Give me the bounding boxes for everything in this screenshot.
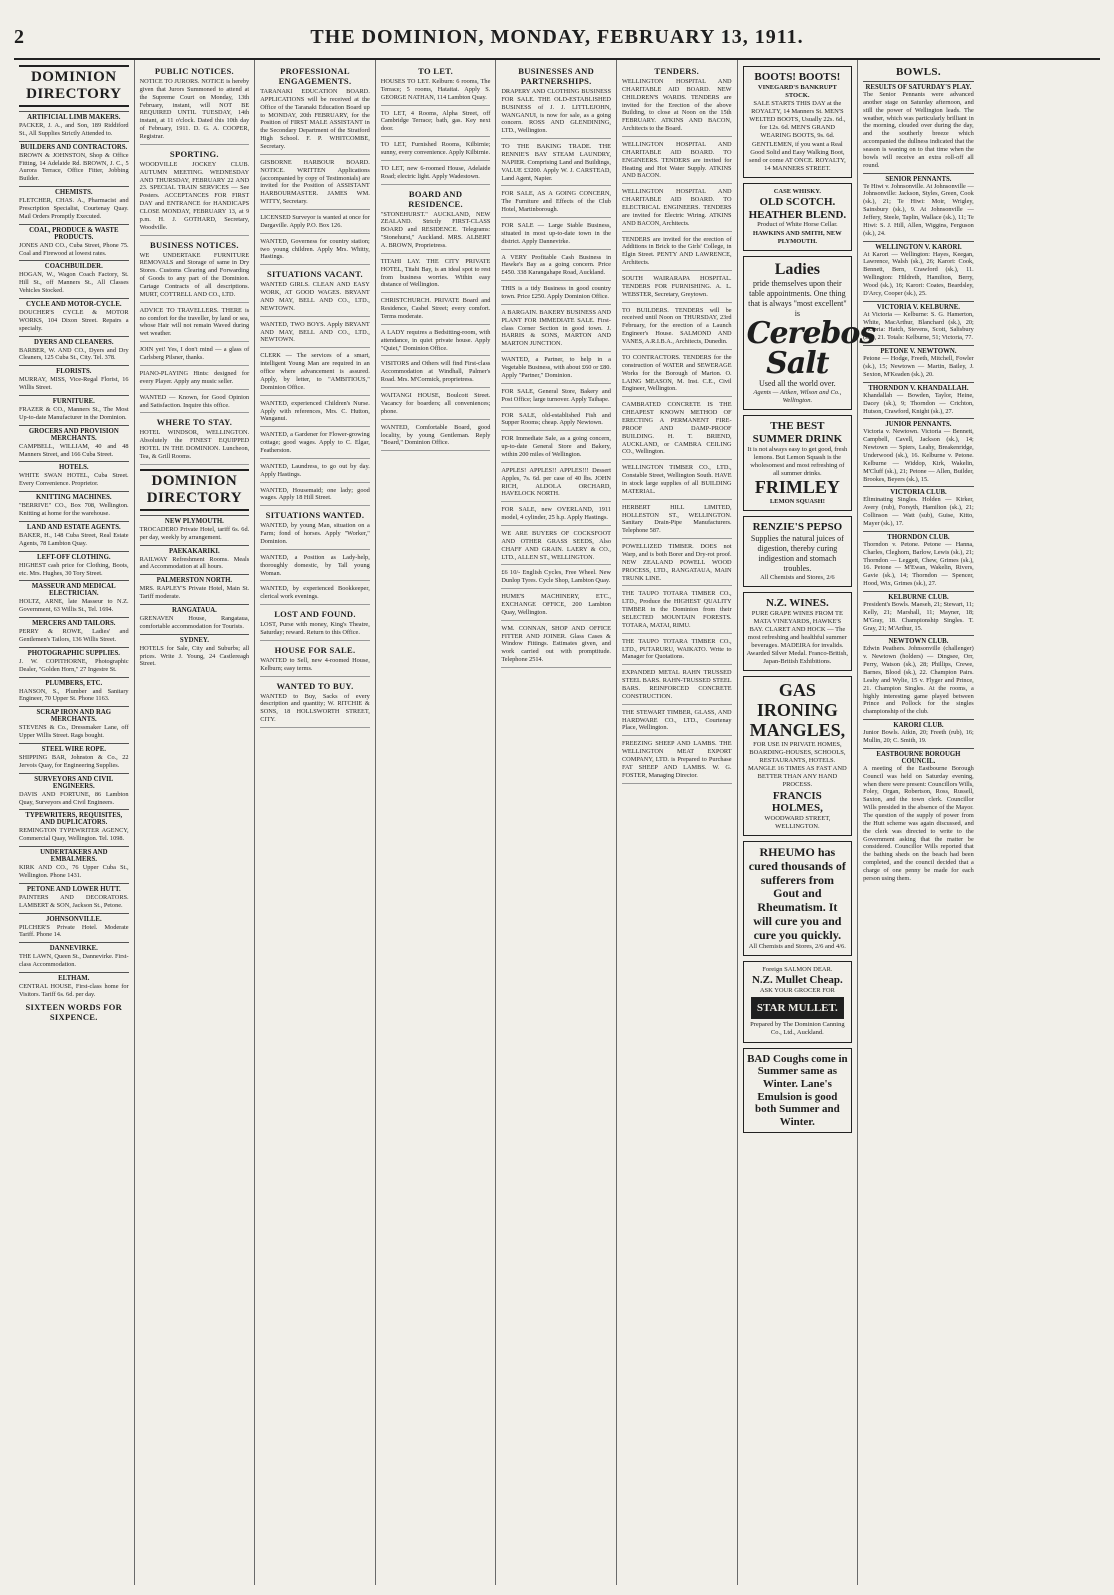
- section-heading: BOARD AND RESIDENCE.: [408, 188, 463, 209]
- directory-entry: HIGHEST cash price for Clothing, Boots, etc. Mrs. Hughes, 30 Tory Street.: [19, 561, 129, 577]
- accommodation-heading: NEW PLYMOUTH.: [140, 515, 250, 525]
- bowls-match-heading: THORNDON CLUB.: [863, 531, 974, 541]
- classified-ad: TO BUILDERS. TENDERS will be received until Noon on THURSDAY, 23rd February, for the erection of a Launch Engineer's House. SALMOND AND VANES, A.R.I.B.A., Architects, Dunedin.: [622, 307, 732, 350]
- classified-ad: SOUTH WAIRARAPA HOSPITAL. TENDERS FOR FURNISHING. A. L. WEBSTER, Secretary, Greytown.: [622, 275, 732, 303]
- bowls-match-result: At Victoria — Kelburne: S. G. Hamerton, White, MacArthur, Blanchard (sk.), 20; Victoria: Hatch, Stevens, Scott, Salisbury (sk.), 21. Totals: Kelburne, 51; Victoria, 77.: [863, 310, 974, 342]
- directory-entry: J. W. COPITHORNE, Photographic Dealer, "Golden Horn," 27 Ingestre St.: [19, 657, 129, 673]
- section-heading: TO LET.: [418, 66, 453, 76]
- classified-ad: WANTED to Sell, new 4-roomed House, Kelburn; easy terms.: [260, 657, 370, 677]
- accommodation-entry: HOTELS for Sale, City and Suburbs; all prices. Write J. Young, 24 Castlereagh Street.: [139, 644, 250, 668]
- directory-entry: HANSON, S., Plumber and Sanitary Engineer, 70 Upper St. Phone 1163.: [19, 687, 129, 703]
- column-engagements: [255, 60, 376, 1585]
- bowls-match-result: Junior Bowls. Atkin, 20; Freeth (rub), 16; Mullin, 20; C. Smith, 19.: [863, 729, 974, 744]
- classified-ad: LICENSED Surveyor is wanted at once for Dargaville. Apply P.O. Box 126.: [260, 214, 370, 234]
- bowls-match-heading: SENIOR PENNANTS.: [863, 173, 974, 183]
- pepso-foot: All Chemists and Stores, 2/6: [760, 573, 835, 581]
- classified-ad: TO CONTRACTORS. TENDERS for the construction of WATER and SEWERAGE Works for the Borough of Marton. O. LAING MEASON, M. Inst. C.E., Civil Engineer, Wellington.: [622, 354, 732, 397]
- bowls-match-result: Victoria v. Newtown. Victoria — Bennett, Campbell, Cavell, Jackson (sk.), 14; Newtown — Spiers, Leahy, Breakenridge, Underwood (sk.), 16. Kelburne v. Petone. Kelburne — Widdop, Kirk, Wakelin, M'Cluff (sk.), 21; Petone — Allen, Builder, Brookes, Beyers (sk.), 15.: [863, 428, 974, 483]
- bowls-match-heading: PETONE V. NEWTOWN.: [863, 345, 974, 355]
- directory-heading: COACHBUILDER.: [19, 260, 129, 270]
- directory-heading: LAND AND ESTATE AGENTS.: [19, 521, 129, 531]
- classified-ad: WANTED, Laundress, to go out by day. Apply Hastings.: [260, 463, 370, 483]
- directory-heading: PHOTOGRAPHIC SUPPLIES.: [19, 647, 129, 657]
- newspaper-title: THE DOMINION, MONDAY, FEBRUARY 13, 1911.: [310, 26, 804, 48]
- pepso-brand: RENZIE'S PEPSO: [752, 521, 843, 534]
- bowls-title: BOWLS.: [896, 66, 941, 78]
- classified-ad: GISBORNE HARBOUR BOARD. NOTICE. WRITTEN Applications (accompanied by copy of Testimonials) are invited for the Position of ASSISTANT HARBOURMASTER. JAMES WM. WITTY, Secretary.: [260, 159, 370, 210]
- classified-ad: A LADY requires a Bedsitting-room, with attendance, in quiet private house. Apply "Quiet," Dominion Office.: [381, 329, 491, 357]
- bowls-match-result: Eliminating Singles. Holden — Kirker, Avery (rub), Forsyth, Hamilton (sk.), 21; Collinson — Watt (sub), Guise, Kitto, Mayer (sk.), 17.: [863, 496, 974, 527]
- directory-heading: DANNEVIRKE.: [19, 942, 129, 952]
- column-display-ads: [738, 60, 876, 1585]
- classified-ad: WANTED, TWO BOYS. Apply BRYANT AND MAY, BELL AND CO., LTD., NEWTOWN.: [260, 321, 370, 349]
- classified-ad: WELLINGTON HOSPITAL AND CHARITABLE AID BOARD. NEW CHILDREN'S WARDS. TENDERS are invited for the Erection of the above Building, to close at Noon on the 15th FEBRUARY. ATKINS AND BACON, Architects to the Board.: [622, 78, 732, 137]
- directory-entry: KIRK AND CO., 76 Upper Cuba St., Wellington. Phone 1431.: [19, 864, 129, 879]
- classified-ad: WANTED, Housemaid; one lady; good wages. Apply 18 Hill Street.: [260, 487, 370, 507]
- pepso-body: Supplies the natural juices of digestion, thereby curing indigestion and stomach troubles.: [750, 533, 844, 573]
- wines-brand: N.Z. WINES.: [765, 596, 829, 609]
- cerebos-brand: Cerebos Salt: [746, 316, 876, 382]
- gas-body: FOR USE IN PRIVATE HOMES, BOARDING-HOUSES, SCHOOLS, RESTAURANTS, HOTELS. MANGLE 16 TIMES AS FAST AND BETTER THAN ANY HAND PROCESS.: [747, 740, 847, 789]
- classified-ad: THE STEWART TIMBER, GLASS, AND HARDWARE CO., LTD., Courtenay Place, Wellington.: [622, 709, 732, 737]
- classified-ad: THE TAUPO TOTARA TIMBER CO., LTD., PUTARURU, WAIKATO. Write to Manager for Quotations.: [622, 638, 732, 666]
- classified-ad: JOIN yet! Yes, I don't mind — a glass of Carlsberg Pilsner, thanks.: [140, 346, 250, 366]
- section-heading: PUBLIC NOTICES.: [154, 66, 234, 76]
- column-to-let: [376, 60, 497, 1585]
- mullet-foot: Prepared by The Dominion Canning Co., Ltd., Auckland.: [750, 1021, 845, 1037]
- directory-heading: BUILDERS AND CONTRACTORS.: [19, 141, 129, 151]
- classified-ad: WANTED, a Position as Lady-help, thoroughly domestic, by Tall young Woman.: [260, 554, 370, 582]
- classified-ad: WELLINGTON HOSPITAL AND CHARITABLE AID BOARD. TO ENGINEERS. TENDERS are invited for Heating and Hot Water Supply. ATKINS AND BACON.: [622, 141, 732, 184]
- classified-ad: WANTED, Governess for country station; two young children. Apply Mrs. Whitty, Hastings.: [260, 238, 370, 266]
- bowls-match-heading: KELBURNE CLUB.: [863, 591, 974, 601]
- accommodation-heading: SYDNEY.: [140, 634, 250, 644]
- bowls-match-result: Thorndon v. Petone. Petone — Hanna, Charles, Cleghorn, Barlow, Lewis (sk.), 21; Thorndon — Leggett, Chew, Grimes (sk.), 16. Petone — M'Ewan, Wakelin, Rivers, Gavie (sk.), 14; Thorndon — Spencer, Hood, Wix, Grimes (sk.), 27.: [863, 540, 974, 588]
- directory-entry: DOUCHER'S CYCLE & MOTOR WORKS, 104 Dixon Street. Repairs a specialty.: [19, 309, 129, 332]
- rheumo-ad: [743, 841, 853, 956]
- directory-heading: STEEL WIRE ROPE.: [19, 743, 129, 753]
- directory-entry: CAMPBELL, WILLIAM, 40 and 48 Manners Street, and 166 Cuba Street.: [19, 442, 129, 458]
- accommodation-entry: MRS. RAPLEY'S Private Hotel, Main St. Tariff moderate.: [139, 585, 250, 601]
- business-sections: [501, 66, 611, 668]
- classified-ad: FOR Immediate Sale, as a going concern, up-to-date General Store and Bakery, within 200 miles of Wellington.: [501, 435, 611, 463]
- directory-heading: FLORISTS.: [19, 365, 129, 375]
- directory-entry: THE LAWN, Queen St., Dannevirke. First-class Accommodation.: [19, 953, 129, 969]
- tenders-sections: [622, 66, 732, 784]
- accommodation-heading: RANGATAUA.: [140, 604, 250, 614]
- boots-subtitle: VINEGARD'S BANKRUPT STOCK.: [757, 83, 837, 99]
- directory-entry: BARBER, W. AND CO., Dyers and Dry Cleaners, 125 Cuba St., City. Tel. 378.: [19, 346, 129, 362]
- directory-heading: DYERS AND CLEANERS.: [19, 336, 129, 346]
- column-directory: [14, 60, 135, 1585]
- boots-ad: [743, 66, 853, 178]
- classified-ad: A BARGAIN. BAKERY BUSINESS AND PLANT FOR IMMEDIATE SALE. First-class Corner Section in good town. J. HARRIS & SONS, MARTON AND MARTON JUNCTION.: [501, 309, 611, 352]
- classified-ad: CHRISTCHURCH. PRIVATE Board and Residence, Cashel Street; every comfort. Terms moderate.: [381, 297, 491, 325]
- section-heading: LOST AND FOUND.: [274, 609, 356, 620]
- bowls-match-heading: VICTORIA CLUB.: [863, 486, 974, 496]
- pepso-ad: [743, 516, 853, 587]
- classified-ad: THE TAUPO TOTARA TIMBER CO., LTD., Produce the HIGHEST QUALITY TIMBER in the Dominion from their SELECTED MOUNTAIN FORESTS. TOTARA, MATAI, RIMU.: [622, 590, 732, 633]
- classified-ad: WELLINGTON TIMBER CO., LTD., Constable Street, Wellington South. HAVE in stock large supplies of all BUILDING MATERIAL.: [622, 464, 732, 499]
- directory-heading: PLUMBERS, ETC.: [19, 677, 129, 687]
- section-heading: SITUATIONS WANTED.: [265, 510, 365, 521]
- cerebos-text: pride themselves upon their table appointments. One thing that is always "most excellent" is: [748, 279, 847, 319]
- classified-ad: HOTEL WINDSOR, WELLINGTON. Absolutely the FINEST EQUIPPED HOTEL IN THE DOMINION. Luncheon, Tea, & Grill Rooms.: [140, 429, 250, 464]
- section-heading: TENDERS.: [654, 66, 700, 76]
- classified-ad: WANTED, experienced Children's Nurse. Apply with references, Mrs. C. Hutton, Wanganui.: [260, 400, 370, 428]
- classified-ad: HUME'S MACHINERY, ETC., EXCHANGE OFFICE, 200 Lambton Quay, Wellington.: [501, 593, 611, 621]
- directory-heading: JOHNSONVILLE.: [19, 913, 129, 923]
- accommodation-sections: [140, 515, 250, 668]
- directory-heading: CYCLE AND MOTOR-CYCLE.: [19, 298, 129, 308]
- mullet-star: STAR MULLET.: [751, 997, 845, 1020]
- section-heading: SPORTING.: [169, 148, 219, 159]
- directory-heading: ELTHAM.: [19, 972, 129, 982]
- directory-entry: DAVIS AND FORTUNE, 86 Lambton Quay, Surveyors and Civil Engineers.: [19, 790, 129, 806]
- directory-heading: MASSEUR AND MEDICAL ELECTRICIAN.: [19, 580, 129, 597]
- classified-ad: WE ARE BUYERS OF COCKSFOOT AND OTHER GRASS SEEDS, Also CHAFF AND GRAIN. LAERY & CO., LTD., ALLEN ST., WELLINGTON.: [501, 530, 611, 565]
- directory-heading: GROCERS AND PROVISION MERCHANTS.: [19, 425, 129, 442]
- classified-ad: POWELLIZED TIMBER. DOES not Warp, and is both Borer and Dry-rot proof. NEW ZEALAND POWELL WOOD PROCESS, LTD., RANGATAUA, MAIN TRUNK LINE.: [622, 543, 732, 586]
- mullet-pre: Foreign SALMON DEAR.: [762, 965, 833, 973]
- directory-entry: PILCHER'S Private Hotel. Moderate Tariff. Phone 14.: [19, 923, 129, 939]
- classified-ad: WANTED, by experienced Bookkeeper, clerical work evenings.: [260, 585, 370, 605]
- column-bowls: [858, 60, 979, 1585]
- directory-heading: TYPEWRITERS, REQUISITES, AND DUPLICATORS.: [19, 809, 129, 826]
- bowls-match-heading: VICTORIA V. KELBURNE.: [863, 301, 974, 311]
- gas-mangles-ad: [743, 676, 853, 836]
- bowls-match-heading: KARORI CLUB.: [863, 719, 974, 729]
- directory-entry: HOGAN, W., Wagon Coach Factory, St. Hill St., off Manners St., All Classes Vehicles Stocked.: [19, 271, 129, 295]
- column-tenders: [617, 60, 738, 1585]
- mullet-brand: N.Z. Mullet Cheap.: [751, 973, 843, 986]
- rheumo-foot: All Chemists and Stores, 2/6 and 4/6.: [748, 942, 846, 950]
- section-heading: BUSINESS NOTICES.: [150, 239, 239, 250]
- directory-entry: PAINTERS AND DECORATORS. LAMBERT & SON, Jackson St., Petone.: [19, 893, 129, 909]
- wines-ad: [743, 592, 853, 672]
- gas-address: WOODWARD STREET, WELLINGTON.: [764, 814, 831, 830]
- directory-entry: JONES AND CO., Cuba Street, Phone 75. Coal and Firewood at lowest rates.: [19, 241, 129, 257]
- classified-ad: FOR SALE, new OVERLAND, 1911 model, 4 cylinder, 25 h.p. Apply Hastings.: [501, 506, 611, 526]
- classified-ad: WOODVILLE JOCKEY CLUB. AUTUMN MEETING. WEDNESDAY AND THURSDAY, FEBRUARY 22 AND 23. SPECIAL TRAIN SERVICES — See Posters. ACCEPTANCES FOR FIRST DAY and ENTRANCE for HANDICAPS CLOSE MONDAY, FEBRUARY 13, at 9 p.m. H. J. GOTHARD, Secretary, Woodville.: [140, 161, 250, 236]
- directory-sections: [19, 111, 129, 999]
- classified-ad: WANTED, Comfortable Board, good locality, by young Gentleman. Reply "Board," Dominion Office.: [381, 424, 491, 452]
- directory-heading: MERCERS AND TAILORS.: [19, 617, 129, 627]
- section-heading: PROFESSIONAL ENGAGEMENTS.: [278, 66, 352, 86]
- directory-entry: PERRY & ROWE, Ladies' and Gentlemen's Tailors, 136 Willis Street.: [19, 628, 129, 643]
- whisky-note: Product of White Horse Cellar.: [757, 221, 838, 229]
- directory-entry: STEVENS & Co., Dressmaker Lane, off Upper Willis Street. Rags bought.: [19, 724, 129, 740]
- classified-ad: FOR SALE, old-established Fish and Supper Rooms; cheap. Apply Newtown.: [501, 412, 611, 432]
- notices-sections: [140, 66, 250, 465]
- classified-ad: HERBERT HILL LIMITED, HOLLESTON ST., WELLINGTON. Sanitary Drain-Pipe Manufacturers. Telephone 587.: [622, 504, 732, 539]
- cerebos-agents: Agents — Aitken, Wilson and Co., Wellington.: [753, 389, 842, 405]
- accommodation-heading: PAEKAKARIKI.: [140, 545, 250, 555]
- classified-ad: LOST, Purse with money, King's Theatre, Saturday; reward. Return to this Office.: [260, 621, 370, 641]
- directory-heading: LEFT-OFF CLOTHING.: [19, 551, 129, 561]
- directory-heading: SURVEYORS AND CIVIL ENGINEERS.: [19, 773, 129, 790]
- directory-entry: FLETCHER, CHAS. A., Pharmacist and Prescription Specialist, Courtenay Quay. Mail Orders Promptly Executed.: [19, 197, 129, 220]
- classified-ad: TO THE BAKING TRADE. THE RENNIE'S BAY STEAM LAUNDRY, NAPIER. Comprising Land and Buildings, VALUE £3200. Apply W. J. CARSTEAD, Land Agent, Napier.: [501, 143, 611, 186]
- cerebos-ad: [743, 256, 876, 411]
- whisky-ad: [743, 183, 853, 251]
- classified-ad: "STONEHURST." AUCKLAND, NEW ZEALAND. Strictly FIRST-CLASS BOARD and RESIDENCE. Telegrams: "Stonehurst," Auckland. MRS. ALBERT A. BROWN, Proprietress.: [381, 211, 491, 254]
- directory-entry: "BERRIVE" CO., Box 708, Wellington. Knitting at home for the warehouse.: [19, 502, 129, 518]
- bowls-match-result: Te Hiwi v. Johnsonville. At Johnsonville — Johnsonville: Jackson, Styles, Green, Cook (sk.), 21; Te Hiwi: Moir, Wrigley, Sainsbury (sk.), 9. At Johnsonville — Jeffery, Steele, Taplin, Wallace (sk.), 11; Te Hiwi: S. J. Hill, Allen, Wiggins, Ferguson (sk.), 24.: [863, 182, 974, 237]
- classified-ad: APPLES! APPLES!! APPLES!!! Dessert Apples, 7s. 6d. per case of 40 lbs. JOHN RICH, ALDOLA ORCHARD, HAVELOCK NORTH.: [501, 467, 611, 502]
- directory-heading: ARTIFICIAL LIMB MAKERS.: [19, 111, 129, 121]
- classified-ad: WE UNDERTAKE FURNITURE REMOVALS and Storage of same in Dry Stores. Customs Clearing and Forwarding of Goods to any part of the Dominion. Cartage Contracts of all descriptions. MURT, COTTRELL AND CO., LTD.: [140, 252, 250, 303]
- whisky-name-2: HEATHER BLEND.: [748, 208, 847, 221]
- classified-ad: PIANO-PLAYING Hints: designed for every Player. Apply any music seller.: [140, 370, 250, 390]
- bowls-match-result: Khandallah — Bowden, Taylor, Heine, Dacey (sk.), 9; Thorndon — Crichton, Hutson, Crawford, Knight (sk.), 27.: [863, 391, 974, 415]
- mullet-mid: ASK YOUR GROCER FOR: [759, 986, 835, 994]
- engagements-sections: [260, 66, 370, 728]
- directory-heading: CHEMISTS.: [19, 186, 129, 196]
- directory-heading: HOTELS.: [19, 461, 129, 471]
- frimley-lead: THE BEST SUMMER DRINK: [752, 420, 843, 446]
- accommodation-entry: GRENAVEN House, Rangataua, comfortable accommodation for Tourists.: [139, 614, 250, 630]
- frimley-body: It is not always easy to get good, fresh lemons. But Lemon Squash is the wholesomest and most refreshing of all summer drinks.: [747, 445, 848, 478]
- whisky-name-1: OLD SCOTCH.: [759, 196, 836, 209]
- columns: [14, 60, 1100, 1585]
- bowls-matches: [863, 173, 974, 883]
- bowls-match-result: Edwin Peathers. Johnsonville (challenger) v. Newtown (holders) — Dingsee, Orr, Perry, Watson (sk.), 28; Phillips, Crewe, Barnes, Blood (sk.), 22. Champion Pairs. Leahy and Wylie, 15 v. Flyger and Prince, 21. Champion Singles. At the rooms, a highly interesting game played between Prince and Pollock for the singles championship of the club.: [863, 645, 974, 716]
- accommodation-heading: PALMERSTON NORTH.: [140, 574, 250, 584]
- classified-ad: HOUSES TO LET. Kelburn: 6 rooms, The Terrace; 5 rooms, Hataitai. Apply S. GEORGE NATHAN, 114 Lambton Quay.: [381, 78, 491, 106]
- classified-ad: WANTED to Buy, Sacks of every description and quantity; W. RITCHIE & SONS, 18 HOLLSWORTH STREET, CITY.: [260, 693, 370, 728]
- bowls-match-heading: JUNIOR PENNANTS.: [863, 418, 974, 428]
- classified-ad: DRAPERY AND CLOTHING BUSINESS FOR SALE. THE OLD-ESTABLISHED BUSINESS of J. J. LITTLEJOHN, WANGANUI, is now for sale, as a going concern. ROSS AND GLENDINING, LTD., Wellington.: [501, 88, 611, 139]
- cerebos-tag: Used all the world over.: [759, 379, 836, 389]
- classified-ad: WANTED, by young Man, situation on a Farm; fond of horses. Apply "Worker," Dominion.: [260, 522, 370, 550]
- bowls-match-result: Petone — Hodge, Freeth, Mitchell, Fowler (sk.), 15; Newtown — Martin, Bailey, J. Sexton, M'Keaden (sk.), 20.: [863, 355, 974, 378]
- directory-entry: CENTRAL HOUSE, First-class home for Visitors. Tariff 6s. 6d. per day.: [19, 982, 129, 998]
- coughs-text: BAD Coughs come in Summer same as Winter. Lane's Emulsion is good both Summer and Winter.: [747, 1052, 848, 1128]
- directory-entry: REMINGTON TYPEWRITER AGENCY, Commercial Quay, Wellington. Tel. 1098.: [19, 827, 129, 843]
- gas-seller: FRANCIS HOLMES,: [771, 789, 823, 815]
- directory-heading: PETONE AND LOWER HUTT.: [19, 883, 129, 893]
- bowls-subtitle: RESULTS OF SATURDAY'S PLAY.: [863, 81, 974, 91]
- column-businesses: [496, 60, 617, 1585]
- classified-ad: VISITORS and Others will find First-class Accommodation at Windhall, Palmer's Road. Mrs. M'Cormick, proprietress.: [381, 360, 491, 388]
- gas-title: GAS IRONING MANGLES,: [749, 680, 846, 741]
- section-heading: SITUATIONS VACANT.: [267, 269, 363, 280]
- rheumo-body: RHEUMO has cured thousands of sufferers from Gout and Rheumatism. It will cure you and cure you quickly.: [748, 845, 846, 942]
- classified-ad: THIS is a tidy Business in good country town. Price £250. Apply Dominion Office.: [501, 285, 611, 305]
- section-heading: HOUSE FOR SALE.: [274, 644, 356, 655]
- classified-ad: WANTED GIRLS. CLEAN AND EASY WORK, AT GOOD WAGES. BRYANT AND MAY, BELL AND CO., LTD., NEWTOWN.: [260, 281, 370, 316]
- frimley-sub: LEMON SQUASH!: [769, 498, 825, 506]
- classified-ad: TARANAKI EDUCATION BOARD. APPLICATIONS will be received at the Office of the Taranaki Education Board up to MONDAY, 20th FEBRUARY, for the Position of FIRST MALE ASSISTANT in the Secondary Department of the Stratford High School. F. P. WHITCOMBE, Secretary.: [260, 88, 370, 155]
- classified-ad: WELLINGTON HOSPITAL AND CHARITABLE AID BOARD. TO ELECTRICAL ENGINEERS. TENDERS are invited for Electric Wiring. ATKINS AND BACON, Architects.: [622, 188, 732, 231]
- classified-ad: FOR SALE, General Store, Bakery and Post Office; large turnover. Apply Taihape.: [501, 388, 611, 408]
- classified-ad: A VERY Profitable Cash Business in Hawke's Bay as a going concern. Price £450. 338 Karangahape Road, Auckland.: [501, 254, 611, 282]
- frimley-ad: [743, 415, 853, 511]
- classified-ad: CLERK — The services of a smart, intelligent Young Man are required in an office where advancement is assured. Apply, by letter, to "AMBITIOUS," Dominion Office.: [260, 352, 370, 395]
- classified-ad: TO LET, new 6-roomed House, Adelaide Road; electric light. Apply Wadestown.: [381, 165, 491, 185]
- directory-heading: FURNITURE.: [19, 395, 129, 405]
- directory-entry: SHIPPING BAR, Johnston & Co., 22 Jervois Quay, for Engineering Supplies.: [19, 753, 129, 769]
- whisky-seller: HAWKINS AND SMITH, NEW PLYMOUTH.: [752, 229, 842, 245]
- directory-entry: BAKER, H., 148 Cuba Street, Real Estate Agents, 78 Lambton Quay.: [19, 531, 129, 547]
- classified-ad: WM. CONNAN, SHOP AND OFFICE FITTER AND JOINER. Glass Cases & Window Fittings. Estimates given, and work carried out with promptitude. Telephone 2514.: [501, 625, 611, 668]
- directory-heading: UNDERTAKERS AND EMBALMERS.: [19, 846, 129, 863]
- section-heading: BUSINESSES AND PARTNERSHIPS.: [518, 66, 595, 86]
- directory-title: DOMINION DIRECTORY: [19, 65, 129, 107]
- directory-title-2: DOMINION DIRECTORY: [140, 469, 250, 511]
- boots-title: BOOTS! BOOTS!: [754, 71, 841, 83]
- mullet-ad: [743, 961, 853, 1043]
- classified-ad: FREEZING SHEEP AND LAMBS. THE WELLINGTON MEAT EXPORT COMPANY, LTD. is Prepared to Purchase FAT SHEEP AND LAMBS. W. G. FOSTER, Managing Director.: [622, 740, 732, 783]
- frimley-brand: FRIMLEY: [754, 477, 840, 498]
- bowls-match-heading: NEWTOWN CLUB.: [863, 635, 974, 645]
- column-public-notices: [135, 60, 256, 1585]
- directory-entry: MURRAY, MISS, Vice-Regal Florist, 16 Willis Street.: [19, 376, 129, 392]
- classified-ad: ADVICE TO TRAVELLERS. THERE is no comfort for the traveller, by land or sea, whose Hair will not remain Waved during wet weather.: [140, 307, 250, 342]
- classified-ad: £6 10/- English Cycles, Free Wheel. New Dunlop Tyres. Cycle Shop, Lambton Quay.: [501, 569, 611, 589]
- classified-ad: WANTED — Known, for Good Opinion and Satisfaction. Inquire this office.: [140, 394, 250, 414]
- section-heading: WANTED TO BUY.: [276, 680, 354, 691]
- bowls-intro: The Senior Pennants were advanced another stage on Saturday afternoon, and still the power of Wellington leads. The weather, which was particularly brilliant in the morning, clouded over during the day, and the southerly breeze which accompanied the dullness indicated that the season is waning on to that time when the bowls will receive an extra roll-off all round.: [863, 91, 974, 169]
- classified-ad: EXPANDED METAL RAHN TRUSSED STEEL BARS. RAHN-TRUSSED STEEL BARS. REINFORCED CONCRETE CONSTRUCTION.: [622, 669, 732, 704]
- directory-footer: SIXTEEN WORDS FOR SIXPENCE.: [25, 1001, 123, 1022]
- directory-heading: SCRAP IRON AND RAG MERCHANTS.: [19, 706, 129, 723]
- directory-entry: WHITE SWAN HOTEL, Cuba Street. Every Convenience. Proprietor.: [19, 472, 129, 488]
- directory-entry: BROWN & JOHNSTON, Shop & Office Fitting, 14 Adelaide Rd. BROWN, J. C., 5 Aurora Terrace, Office Fitter, Jobbing Builder.: [19, 151, 129, 183]
- section-heading: WHERE TO STAY.: [156, 417, 233, 428]
- bowls-match-result: President's Bowls. Maeseh, 21; Stewart, 11; Kelly, 21; Marshall, 11; Mayner, 18; M'Gray, 18. Championship Singles. T. Gray, 21; M'Arthur, 15.: [863, 600, 974, 632]
- bowls-match-result: A meeting of the Eastbourne Borough Council was held on Saturday evening, when there were present: Councillors Wills, Foley, Organ, Robertson, Ross, Russell, Saxton, and the town clerk. Councillor Wills presided in the absence of the Mayor. The question of the supply of power from the Hutt scheme was again discussed, and the clerk was directed to write to the Government asking that the matter be considered. Councillor Wills reported that the bathing sheds on the beach had been completed, and the council decided that a charge of one penny be made for each person using them.: [863, 764, 974, 882]
- directory-entry: FRAZER & CO., Manners St., The Most Up-to-date Manufacturer in the Dominion.: [19, 406, 129, 421]
- classified-ad: TENDERS are invited for the erection of Additions in Brick to the Girls' College, in Elgin Street. PENTY AND LAWRENCE, Architects.: [622, 236, 732, 271]
- classified-ad: FOR SALE, AS A GOING CONCERN, The Furniture and Effects of the Club Hotel, Martinborough.: [501, 190, 611, 218]
- boots-body: SALE STARTS THIS DAY at the ROYALTY, 14 Manners St. MEN'S WELTED BOOTS, Usually 22s. 6d., for 12s. 6d. MEN'S GRAND WEARING BOOTS, 9s. 6d. GENTLEMEN, if you want a Real Good Solid and Easy Walking Boot, send or come AT ONCE. ROYALTY, 14 MANNERS STREET.: [748, 99, 846, 172]
- classified-ad: WAITANGI HOUSE, Boulcott Street. Vacancy for boarders; all conveniences; phone.: [381, 392, 491, 420]
- classified-ad: TITAHI LAY. THE CITY PRIVATE HOTEL, Titahi Bay, is an ideal spot to rest from business worries. Within easy distance of Wellington.: [381, 258, 491, 293]
- classified-ad: CAMBRATED CONCRETE IS THE CHEAPEST KNOWN METHOD OF ERECTING A PERMANENT FIRE-PROOF AND DAMP-PROOF BUILDING. H. T. BRIEND, AUCKLAND, or CAMBRA CEILING CO., Wellington.: [622, 401, 732, 460]
- bowls-match-heading: EASTBOURNE BOROUGH COUNCIL.: [863, 748, 974, 765]
- bowls-match-result: At Karori — Wellington: Hayes, Keegan, Lawrence, Walsh (sk.), 26; Karori: Cook, Bennett, Bern, Crawford (sk.), 11. Wellington: Hildreth, Hamilton, Berry, Wood (sk.), 16; Karori: Coates, Beardsley, D'Arcy, Cooper (sk.), 25.: [863, 250, 974, 297]
- classified-ad: TO LET, Furnished Rooms, Kilbirnie; sunny, every convenience. Apply Kilbirnie.: [381, 141, 491, 161]
- wines-body: PURE GRAPE WINES FROM TE MATA VINEYARDS, HAWKE'S BAY. CLARET AND HOCK — The most refreshing and healthful summer beverages. MADEIRA for invalids. Awarded Silver Medal. Franco-British, Japan-British Exhibitions.: [746, 609, 849, 666]
- whisky-lead: CASE WHISKY.: [773, 188, 822, 196]
- classified-ad: WANTED, a Partner, to help in a Vegetable Business, with about £60 or £80. Apply "Partner," Dominion.: [501, 356, 611, 384]
- page-number: 2: [14, 26, 24, 48]
- directory-entry: PACKER, J. A., and Son, 189 Riddiford St., All Supplies Strictly Attended to.: [19, 122, 129, 137]
- classified-ad: NOTICE TO JURORS. NOTICE is hereby given that Jurors Summoned to attend at the Supreme Court on Monday, 13th February, instant, will NOT BE REQUIRED UNTIL TUESDAY, 14th instant, at 11 o'clock. Dated this 10th day of February, 1911. D. G. A. COOPER, Registrar.: [140, 78, 250, 145]
- bowls-match-heading: THORNDON V. KHANDALLAH.: [863, 382, 974, 392]
- to-let-sections: [381, 66, 491, 451]
- bowls-match-heading: WELLINGTON V. KARORI.: [863, 241, 974, 251]
- directory-heading: COAL, PRODUCE & WASTE PRODUCTS.: [19, 224, 129, 241]
- cerebos-lead: Ladies: [774, 260, 821, 278]
- accommodation-entry: RAILWAY Refreshment Rooms. Meals and Accommodation at all hours.: [139, 555, 250, 571]
- directory-entry: HOLTZ, ARNE, late Masseur to N.Z. Government, 63 Willis St., Tel. 1694.: [19, 598, 129, 614]
- classified-ad: WANTED, a Gardener for Flower-growing cottage; good wages. Apply to C. Elgar, Featherston.: [260, 431, 370, 459]
- coughs-ad: [743, 1048, 853, 1134]
- directory-heading: KNITTING MACHINES.: [19, 491, 129, 501]
- classified-ad: FOR SALE — Large Stable Business, situated in most up-to-date town in the district. Apply Dannevirke.: [501, 222, 611, 250]
- accommodation-entry: TROCADERO Private Hotel, tariff 6s. 6d. per day, weekly by arrangement.: [139, 525, 250, 541]
- masthead: [14, 14, 1100, 60]
- classified-ad: TO LET, 4 Rooms, Alpha Street, off Cambridge Terrace; bath, gas. Key next door.: [381, 110, 491, 138]
